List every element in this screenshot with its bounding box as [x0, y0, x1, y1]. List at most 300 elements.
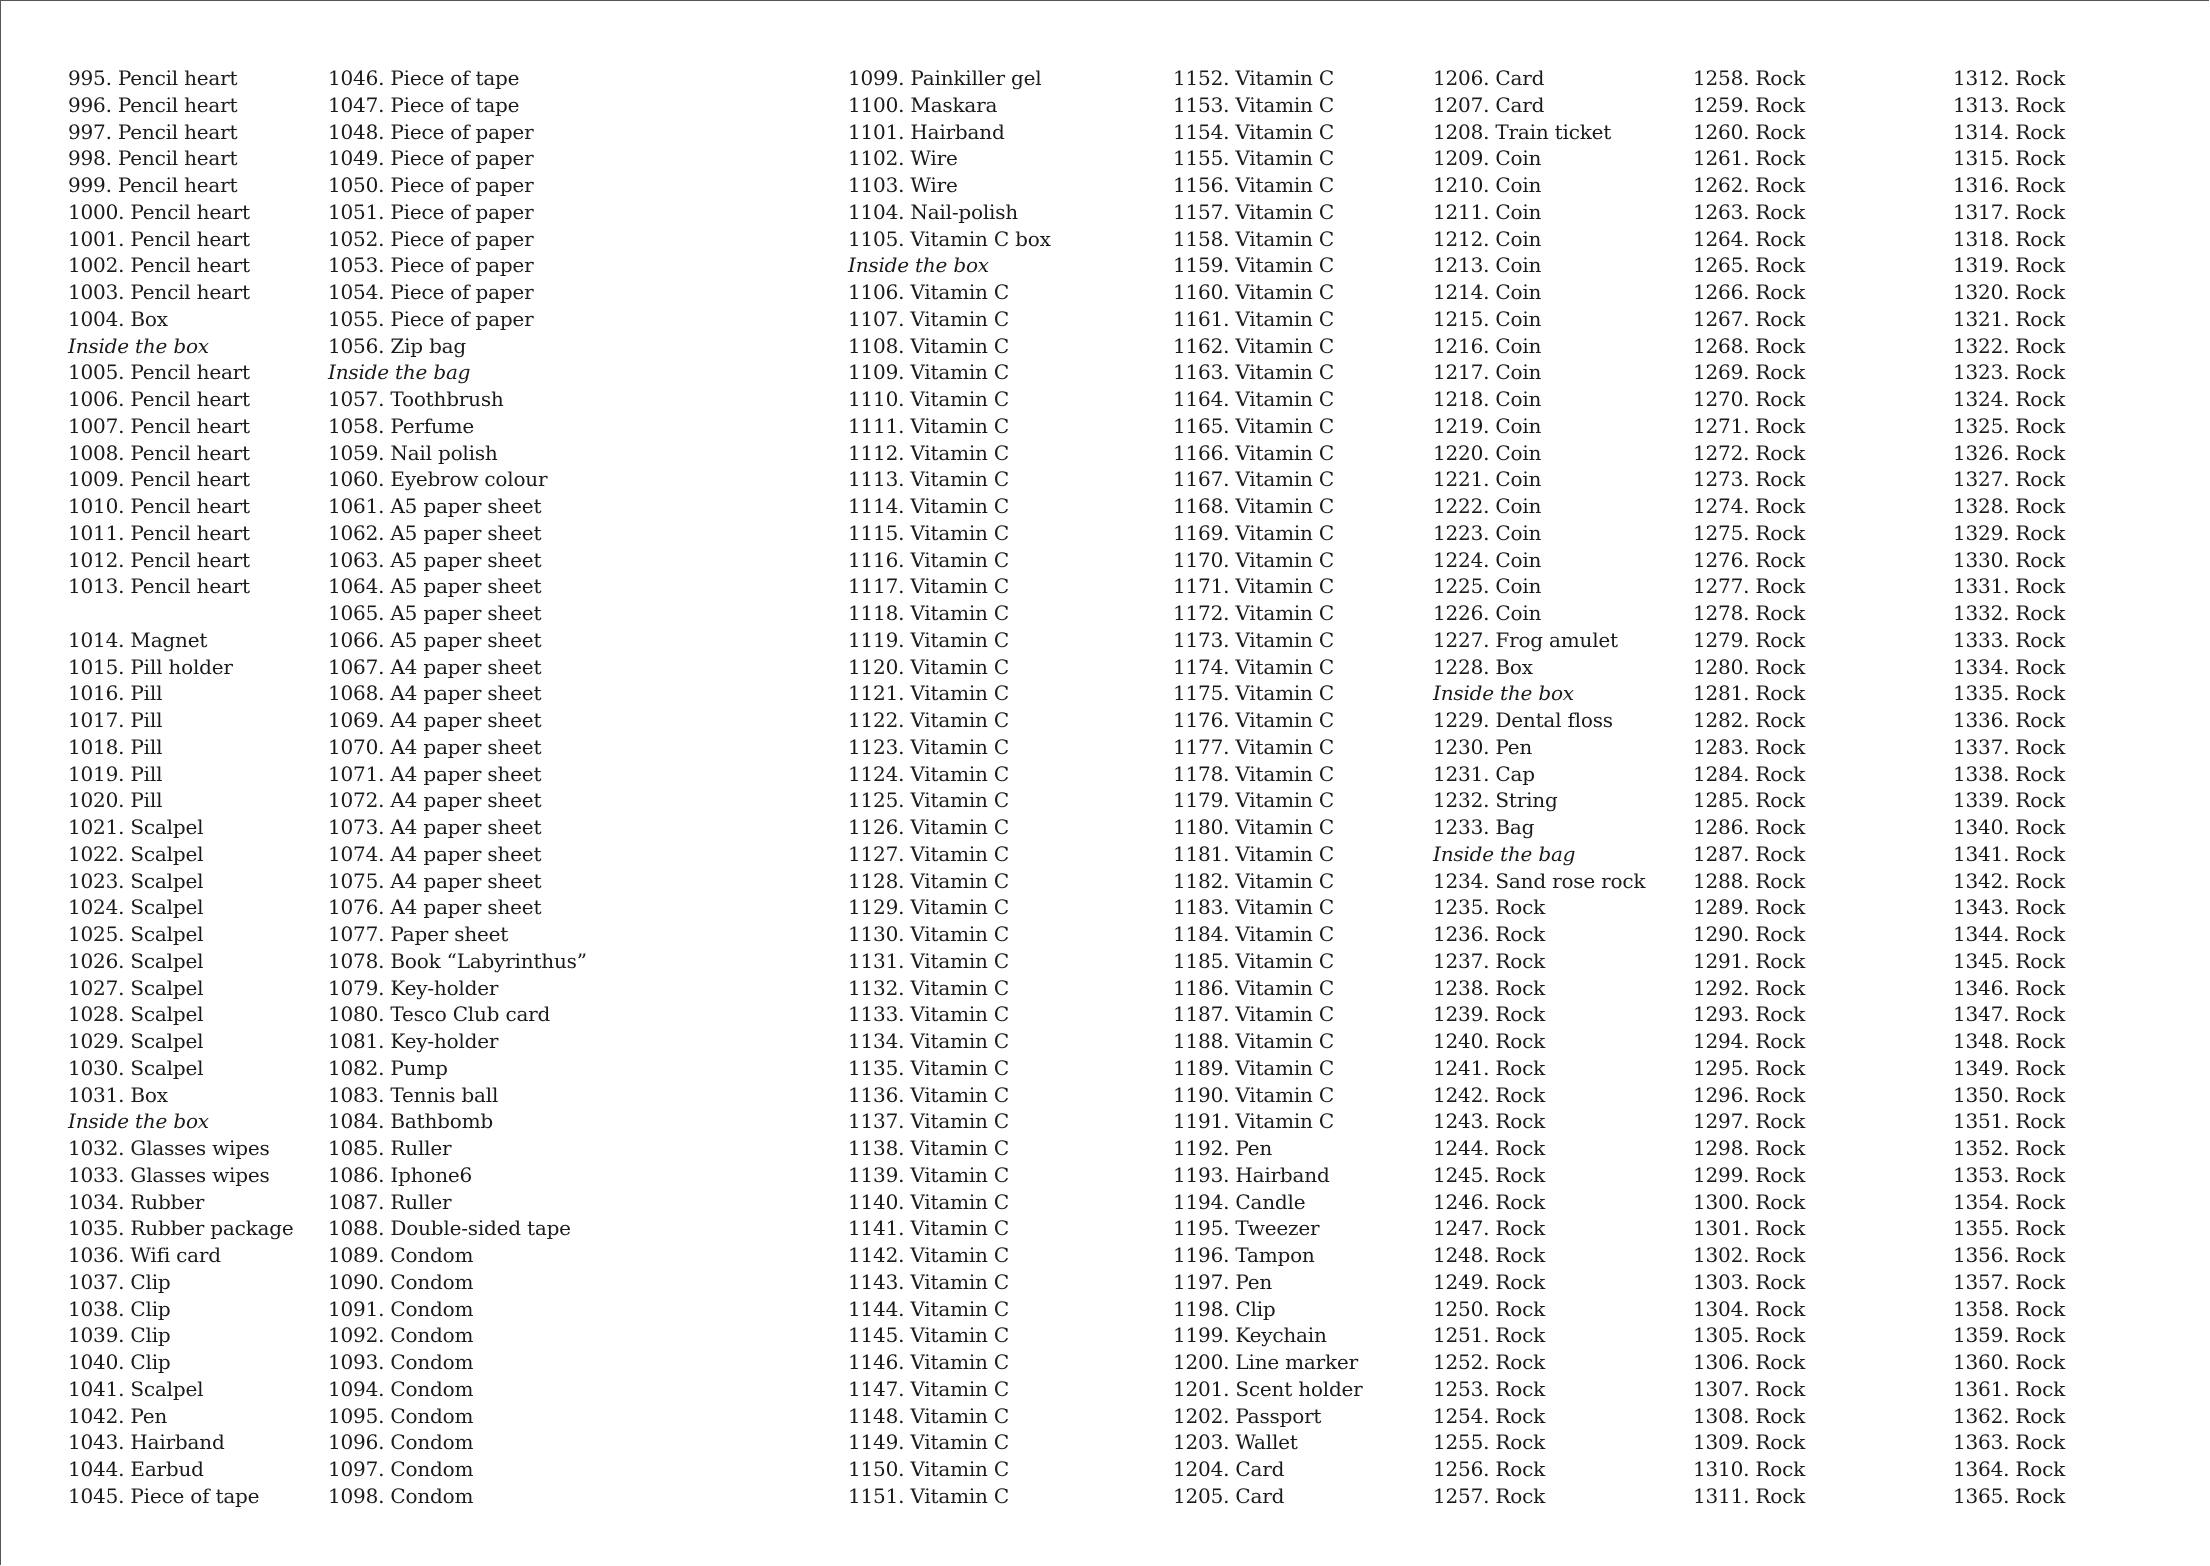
list-item: 1215. Coin	[1433, 306, 1542, 331]
list-item: 1025. Scalpel	[68, 922, 204, 946]
list-item: 1333. Rock	[1953, 627, 2066, 652]
list-item: 1116. Vitamin C	[848, 547, 1009, 572]
list-item: 1173. Vitamin C	[1173, 627, 1334, 652]
list-item: 1077. Paper sheet	[328, 922, 509, 946]
list-item: 1120. Vitamin C	[848, 654, 1009, 679]
list-item: 1209. Coin	[1433, 146, 1542, 171]
list-item: 1132. Vitamin C	[848, 975, 1009, 1000]
list-item: 1354. Rock	[1953, 1189, 2066, 1214]
list-item: 1272. Rock	[1693, 440, 1806, 465]
list-item: 1019. Pill	[68, 761, 163, 786]
list-item: 1092. Condom	[328, 1323, 474, 1348]
list-item: 1224. Coin	[1433, 547, 1542, 572]
list-item: 1069. A4 paper sheet	[328, 708, 542, 732]
list-item: 1038. Clip	[68, 1296, 171, 1321]
list-item: 1020. Pill	[68, 788, 163, 813]
list-item: 1079. Key-holder	[328, 975, 499, 1000]
list-item: 1105. Vitamin C box	[848, 226, 1051, 251]
list-item: 1261. Rock	[1693, 146, 1806, 171]
list-item: 1039. Clip	[68, 1323, 171, 1348]
list-item: 1226. Coin	[1433, 601, 1542, 625]
list-item: 1061. A5 paper sheet	[328, 494, 542, 518]
list-item: 1154. Vitamin C	[1173, 119, 1334, 144]
list-item: 1214. Coin	[1433, 280, 1542, 304]
list-item: 1002. Pencil heart	[68, 253, 250, 278]
list-item: 1094. Condom	[328, 1376, 474, 1401]
list-item: 1113. Vitamin C	[848, 467, 1009, 492]
list-item: 1176. Vitamin C	[1173, 708, 1334, 732]
list-item: 1074. A4 paper sheet	[328, 841, 542, 866]
list-item: 1351. Rock	[1953, 1109, 2066, 1134]
list-item: 1236. Rock	[1433, 922, 1546, 946]
list-item: 1247. Rock	[1433, 1216, 1546, 1241]
list-item: 1260. Rock	[1693, 119, 1806, 144]
list-item: 1348. Rock	[1953, 1029, 2066, 1053]
list-item: 1008. Pencil heart	[68, 440, 250, 465]
list-item: 1358. Rock	[1953, 1296, 2066, 1321]
list-item: 1158. Vitamin C	[1173, 226, 1334, 251]
list-item: 1210. Coin	[1433, 173, 1542, 197]
list-item: 1279. Rock	[1693, 627, 1806, 652]
list-item: 1073. A4 paper sheet	[328, 815, 542, 839]
list-item: 1144. Vitamin C	[848, 1296, 1009, 1321]
list-item: 1199. Keychain	[1173, 1323, 1327, 1348]
inventory-column-2	[328, 65, 587, 1510]
list-item: 1326. Rock	[1953, 440, 2066, 465]
list-item: 1355. Rock	[1953, 1216, 2066, 1241]
list-item: 1028. Scalpel	[68, 1002, 204, 1027]
list-item: 1262. Rock	[1693, 173, 1806, 197]
list-item: 1317. Rock	[1953, 199, 2066, 224]
list-item: 1080. Tesco Club card	[328, 1002, 551, 1027]
list-item: 1098. Condom	[328, 1483, 474, 1508]
list-item: 1175. Vitamin C	[1173, 681, 1334, 706]
list-item: 1285. Rock	[1693, 788, 1806, 813]
list-item: 1314. Rock	[1953, 119, 2066, 144]
list-item: 1259. Rock	[1693, 92, 1806, 117]
list-item: 1237. Rock	[1433, 948, 1546, 973]
list-item: 1334. Rock	[1953, 654, 2066, 679]
list-item: 1268. Rock	[1693, 333, 1806, 358]
list-item: 1042. Pen	[68, 1403, 168, 1428]
list-item: 1131. Vitamin C	[848, 948, 1009, 973]
list-item: 1335. Rock	[1953, 681, 2066, 706]
list-item: 1064. A5 paper sheet	[328, 574, 542, 599]
list-item: 1328. Rock	[1953, 494, 2066, 518]
list-item: 1244. Rock	[1433, 1136, 1546, 1160]
list-item: 1306. Rock	[1693, 1350, 1806, 1374]
section-heading: Inside the box	[1433, 681, 1574, 706]
list-item: 1241. Rock	[1433, 1055, 1546, 1080]
list-item: 1056. Zip bag	[328, 333, 466, 358]
list-item: 1229. Dental floss	[1433, 708, 1613, 732]
list-item: 1036. Wifi card	[68, 1243, 221, 1267]
list-item: 1138. Vitamin C	[848, 1136, 1009, 1160]
list-item: 1027. Scalpel	[68, 975, 204, 1000]
list-item: 1045. Piece of tape	[68, 1483, 260, 1508]
list-item: 1276. Rock	[1693, 547, 1806, 572]
list-item: 1282. Rock	[1693, 708, 1806, 732]
list-item: 1233. Bag	[1433, 815, 1535, 839]
list-item: 1148. Vitamin C	[848, 1403, 1009, 1428]
list-item: 1205. Card	[1173, 1483, 1285, 1508]
list-item: 1238. Rock	[1433, 975, 1546, 1000]
list-item: 1248. Rock	[1433, 1243, 1546, 1267]
list-item: 1021. Scalpel	[68, 815, 204, 839]
list-item: 1324. Rock	[1953, 387, 2066, 411]
list-item: 1339. Rock	[1953, 788, 2066, 813]
list-item: 1223. Coin	[1433, 520, 1542, 545]
list-item: 1338. Rock	[1953, 761, 2066, 786]
list-item: 1319. Rock	[1953, 253, 2066, 278]
section-heading: Inside the bag	[1433, 841, 1576, 866]
list-item: 1091. Condom	[328, 1296, 474, 1321]
list-item: 1117. Vitamin C	[848, 574, 1009, 599]
list-item: 999. Pencil heart	[68, 173, 238, 197]
list-item: 1033. Glasses wipes	[68, 1162, 270, 1187]
list-item: 1195. Tweezer	[1173, 1216, 1320, 1241]
section-heading: Inside the box	[68, 1109, 209, 1134]
list-item: 1359. Rock	[1953, 1323, 2066, 1348]
list-item: 1162. Vitamin C	[1173, 333, 1334, 358]
list-item: 1124. Vitamin C	[848, 761, 1009, 786]
list-item: 1075. A4 paper sheet	[328, 868, 542, 893]
list-item: 1155. Vitamin C	[1173, 146, 1334, 171]
list-item: 997. Pencil heart	[68, 119, 238, 144]
list-item: 1066. A5 paper sheet	[328, 627, 542, 652]
list-item: 1022. Scalpel	[68, 841, 204, 866]
list-item: 1130. Vitamin C	[848, 922, 1009, 946]
list-item: 1304. Rock	[1693, 1296, 1806, 1321]
list-item: 1336. Rock	[1953, 708, 2066, 732]
list-item: 1110. Vitamin C	[848, 387, 1009, 411]
list-item: 1163. Vitamin C	[1173, 360, 1334, 385]
section-heading: Inside the box	[848, 253, 989, 278]
list-item: 1204. Card	[1173, 1457, 1285, 1481]
list-item: 1007. Pencil heart	[68, 413, 250, 438]
list-item: 1034. Rubber	[68, 1189, 205, 1214]
list-item: 1041. Scalpel	[68, 1376, 204, 1401]
list-item: 1310. Rock	[1693, 1457, 1806, 1481]
list-spacer	[68, 600, 294, 627]
list-item: 1133. Vitamin C	[848, 1002, 1009, 1027]
list-item: 1200. Line marker	[1173, 1350, 1358, 1374]
list-item: 1104. Nail-polish	[848, 199, 1018, 224]
list-item: 1037. Clip	[68, 1269, 171, 1294]
inventory-column-5	[1433, 65, 1645, 1510]
list-item: 1032. Glasses wipes	[68, 1136, 270, 1160]
list-item: 1270. Rock	[1693, 387, 1806, 411]
list-item: 1278. Rock	[1693, 601, 1806, 625]
list-item: 1345. Rock	[1953, 948, 2066, 973]
list-item: 1140. Vitamin C	[848, 1189, 1009, 1214]
list-item: 1311. Rock	[1693, 1483, 1806, 1508]
list-item: 1174. Vitamin C	[1173, 654, 1334, 679]
list-item: 1005. Pencil heart	[68, 360, 250, 385]
list-item: 1059. Nail polish	[328, 440, 498, 465]
list-item: 1015. Pill holder	[68, 654, 233, 679]
list-item: 1125. Vitamin C	[848, 788, 1009, 813]
list-item: 1084. Bathbomb	[328, 1109, 493, 1134]
list-item: 1221. Coin	[1433, 467, 1542, 492]
list-item: 1134. Vitamin C	[848, 1029, 1009, 1053]
list-item: 1290. Rock	[1693, 922, 1806, 946]
list-item: 1365. Rock	[1953, 1483, 2066, 1508]
list-item: 1253. Rock	[1433, 1376, 1546, 1401]
list-item: 1225. Coin	[1433, 574, 1542, 599]
list-item: 1245. Rock	[1433, 1162, 1546, 1187]
list-item: 1240. Rock	[1433, 1029, 1546, 1053]
list-item: 1203. Wallet	[1173, 1430, 1298, 1455]
list-item: 1322. Rock	[1953, 333, 2066, 358]
list-item: 1347. Rock	[1953, 1002, 2066, 1027]
list-item: 1357. Rock	[1953, 1269, 2066, 1294]
list-item: 1067. A4 paper sheet	[328, 654, 542, 679]
list-item: 1097. Condom	[328, 1457, 474, 1481]
list-item: 1364. Rock	[1953, 1457, 2066, 1481]
list-item: 1164. Vitamin C	[1173, 387, 1334, 411]
list-item: 1284. Rock	[1693, 761, 1806, 786]
list-item: 1187. Vitamin C	[1173, 1002, 1334, 1027]
list-item: 1063. A5 paper sheet	[328, 547, 542, 572]
list-item: 1062. A5 paper sheet	[328, 520, 542, 545]
list-item: 1216. Coin	[1433, 333, 1542, 358]
list-item: 1291. Rock	[1693, 948, 1806, 973]
list-item: 1052. Piece of paper	[328, 226, 534, 251]
list-item: 1078. Book “Labyrinthus”	[328, 948, 587, 973]
list-item: 1054. Piece of paper	[328, 280, 534, 304]
list-item: 1312. Rock	[1953, 66, 2066, 90]
list-item: 1227. Frog amulet	[1433, 627, 1618, 652]
list-item: 1086. Iphone6	[328, 1162, 473, 1187]
list-item: 1135. Vitamin C	[848, 1055, 1009, 1080]
list-item: 1255. Rock	[1433, 1430, 1546, 1455]
list-item: 1139. Vitamin C	[848, 1162, 1009, 1187]
list-item: 1040. Clip	[68, 1350, 171, 1374]
list-item: 1193. Hairband	[1173, 1162, 1330, 1187]
list-item: 1286. Rock	[1693, 815, 1806, 839]
list-item: 1046. Piece of tape	[328, 66, 520, 90]
list-item: 998. Pencil heart	[68, 146, 238, 171]
list-item: 1047. Piece of tape	[328, 92, 520, 117]
list-item: 1147. Vitamin C	[848, 1376, 1009, 1401]
list-item: 1213. Coin	[1433, 253, 1542, 278]
list-item: 1342. Rock	[1953, 868, 2066, 893]
list-item: 1188. Vitamin C	[1173, 1029, 1334, 1053]
list-item: 1337. Rock	[1953, 734, 2066, 759]
list-item: 1058. Perfume	[328, 413, 475, 438]
list-item: 1142. Vitamin C	[848, 1243, 1009, 1267]
list-item: 1191. Vitamin C	[1173, 1109, 1334, 1134]
list-item: 1266. Rock	[1693, 280, 1806, 304]
list-item: 1327. Rock	[1953, 467, 2066, 492]
list-item: 1082. Pump	[328, 1055, 448, 1080]
list-item: 1023. Scalpel	[68, 868, 204, 893]
list-item: 1029. Scalpel	[68, 1029, 204, 1053]
list-item: 1123. Vitamin C	[848, 734, 1009, 759]
section-heading: Inside the box	[68, 333, 209, 358]
list-item: 1087. Ruller	[328, 1189, 452, 1214]
list-item: 1243. Rock	[1433, 1109, 1546, 1134]
list-item: 1161. Vitamin C	[1173, 306, 1334, 331]
list-item: 1171. Vitamin C	[1173, 574, 1334, 599]
list-item: 1051. Piece of paper	[328, 199, 534, 224]
list-item: 1127. Vitamin C	[848, 841, 1009, 866]
list-item: 1099. Painkiller gel	[848, 66, 1042, 90]
list-item: 1202. Passport	[1173, 1403, 1322, 1428]
list-item: 1156. Vitamin C	[1173, 173, 1334, 197]
list-item: 995. Pencil heart	[68, 66, 238, 90]
list-item: 1169. Vitamin C	[1173, 520, 1334, 545]
list-item: 1179. Vitamin C	[1173, 788, 1334, 813]
list-item: 1160. Vitamin C	[1173, 280, 1334, 304]
list-item: 1141. Vitamin C	[848, 1216, 1009, 1241]
list-item: 1129. Vitamin C	[848, 895, 1009, 920]
list-item: 1352. Rock	[1953, 1136, 2066, 1160]
list-item: 1257. Rock	[1433, 1483, 1546, 1508]
list-item: 1167. Vitamin C	[1173, 467, 1334, 492]
list-item: 1178. Vitamin C	[1173, 761, 1334, 786]
list-item: 1280. Rock	[1693, 654, 1806, 679]
inventory-column-1	[68, 65, 294, 1510]
list-item: 1346. Rock	[1953, 975, 2066, 1000]
list-item: 996. Pencil heart	[68, 92, 238, 117]
list-item: 1264. Rock	[1693, 226, 1806, 251]
inventory-column-3	[848, 65, 1051, 1510]
list-item: 1149. Vitamin C	[848, 1430, 1009, 1455]
list-item: 1294. Rock	[1693, 1029, 1806, 1053]
list-item: 1350. Rock	[1953, 1082, 2066, 1107]
list-item: 1000. Pencil heart	[68, 199, 250, 224]
list-item: 1151. Vitamin C	[848, 1483, 1009, 1508]
list-item: 1329. Rock	[1953, 520, 2066, 545]
list-item: 1048. Piece of paper	[328, 119, 534, 144]
list-item: 1006. Pencil heart	[68, 387, 250, 411]
list-item: 1060. Eyebrow colour	[328, 467, 548, 492]
list-item: 1274. Rock	[1693, 494, 1806, 518]
list-item: 1017. Pill	[68, 708, 163, 732]
list-item: 1211. Coin	[1433, 199, 1542, 224]
list-item: 1344. Rock	[1953, 922, 2066, 946]
list-item: 1115. Vitamin C	[848, 520, 1009, 545]
list-item: 1207. Card	[1433, 92, 1545, 117]
list-item: 1089. Condom	[328, 1243, 474, 1267]
list-item: 1011. Pencil heart	[68, 520, 250, 545]
list-item: 1289. Rock	[1693, 895, 1806, 920]
list-item: 1251. Rock	[1433, 1323, 1546, 1348]
list-item: 1198. Clip	[1173, 1296, 1276, 1321]
list-item: 1057. Toothbrush	[328, 387, 504, 411]
list-item: 1030. Scalpel	[68, 1055, 204, 1080]
list-item: 1108. Vitamin C	[848, 333, 1009, 358]
list-item: 1071. A4 paper sheet	[328, 761, 542, 786]
list-item: 1232. String	[1433, 788, 1558, 813]
list-item: 1035. Rubber package	[68, 1216, 294, 1241]
list-item: 1016. Pill	[68, 681, 163, 706]
list-item: 1183. Vitamin C	[1173, 895, 1334, 920]
list-item: 1100. Maskara	[848, 92, 998, 117]
list-item: 1363. Rock	[1953, 1430, 2066, 1455]
list-item: 1081. Key-holder	[328, 1029, 499, 1053]
list-item: 1085. Ruller	[328, 1136, 452, 1160]
list-item: 1287. Rock	[1693, 841, 1806, 866]
list-item: 1315. Rock	[1953, 146, 2066, 171]
list-item: 1119. Vitamin C	[848, 627, 1009, 652]
list-item: 1044. Earbud	[68, 1457, 204, 1481]
list-item: 1300. Rock	[1693, 1189, 1806, 1214]
list-item: 1299. Rock	[1693, 1162, 1806, 1187]
list-item: 1196. Tampon	[1173, 1243, 1315, 1267]
list-item: 1206. Card	[1433, 66, 1545, 90]
list-item: 1026. Scalpel	[68, 948, 204, 973]
list-item: 1305. Rock	[1693, 1323, 1806, 1348]
list-item: 1013. Pencil heart	[68, 574, 250, 599]
list-item: 1165. Vitamin C	[1173, 413, 1334, 438]
list-item: 1145. Vitamin C	[848, 1323, 1009, 1348]
list-item: 1239. Rock	[1433, 1002, 1546, 1027]
list-item: 1009. Pencil heart	[68, 467, 250, 492]
list-item: 1331. Rock	[1953, 574, 2066, 599]
list-item: 1220. Coin	[1433, 440, 1542, 465]
list-item: 1307. Rock	[1693, 1376, 1806, 1401]
list-item: 1003. Pencil heart	[68, 280, 250, 304]
list-item: 1136. Vitamin C	[848, 1082, 1009, 1107]
list-item: 1004. Box	[68, 306, 168, 331]
list-item: 1102. Wire	[848, 146, 958, 171]
list-item: 1197. Pen	[1173, 1269, 1273, 1294]
list-item: 1219. Coin	[1433, 413, 1542, 438]
list-item: 1235. Rock	[1433, 895, 1546, 920]
list-item: 1293. Rock	[1693, 1002, 1806, 1027]
list-item: 1107. Vitamin C	[848, 306, 1009, 331]
list-item: 1194. Candle	[1173, 1189, 1306, 1214]
list-item: 1024. Scalpel	[68, 895, 204, 920]
list-item: 1186. Vitamin C	[1173, 975, 1334, 1000]
list-item: 1093. Condom	[328, 1350, 474, 1374]
list-item: 1349. Rock	[1953, 1055, 2066, 1080]
list-item: 1177. Vitamin C	[1173, 734, 1334, 759]
list-item: 1302. Rock	[1693, 1243, 1806, 1267]
list-item: 1273. Rock	[1693, 467, 1806, 492]
list-item: 1316. Rock	[1953, 173, 2066, 197]
list-item: 1109. Vitamin C	[848, 360, 1009, 385]
list-item: 1157. Vitamin C	[1173, 199, 1334, 224]
list-item: 1323. Rock	[1953, 360, 2066, 385]
list-item: 1298. Rock	[1693, 1136, 1806, 1160]
list-item: 1212. Coin	[1433, 226, 1542, 251]
list-item: 1182. Vitamin C	[1173, 868, 1334, 893]
list-item: 1096. Condom	[328, 1430, 474, 1455]
list-item: 1267. Rock	[1693, 306, 1806, 331]
list-item: 1083. Tennis ball	[328, 1082, 499, 1107]
list-item: 1143. Vitamin C	[848, 1269, 1009, 1294]
list-item: 1208. Train ticket	[1433, 119, 1612, 144]
list-item: 1050. Piece of paper	[328, 173, 534, 197]
list-item: 1288. Rock	[1693, 868, 1806, 893]
list-item: 1242. Rock	[1433, 1082, 1546, 1107]
list-item: 1189. Vitamin C	[1173, 1055, 1334, 1080]
list-item: 1218. Coin	[1433, 387, 1542, 411]
list-item: 1343. Rock	[1953, 895, 2066, 920]
list-item: 1301. Rock	[1693, 1216, 1806, 1241]
list-item: 1308. Rock	[1693, 1403, 1806, 1428]
list-item: 1201. Scent holder	[1173, 1376, 1363, 1401]
list-item: 1222. Coin	[1433, 494, 1542, 518]
list-item: 1353. Rock	[1953, 1162, 2066, 1187]
list-item: 1356. Rock	[1953, 1243, 2066, 1267]
list-item: 1362. Rock	[1953, 1403, 2066, 1428]
inventory-column-4	[1173, 65, 1363, 1510]
